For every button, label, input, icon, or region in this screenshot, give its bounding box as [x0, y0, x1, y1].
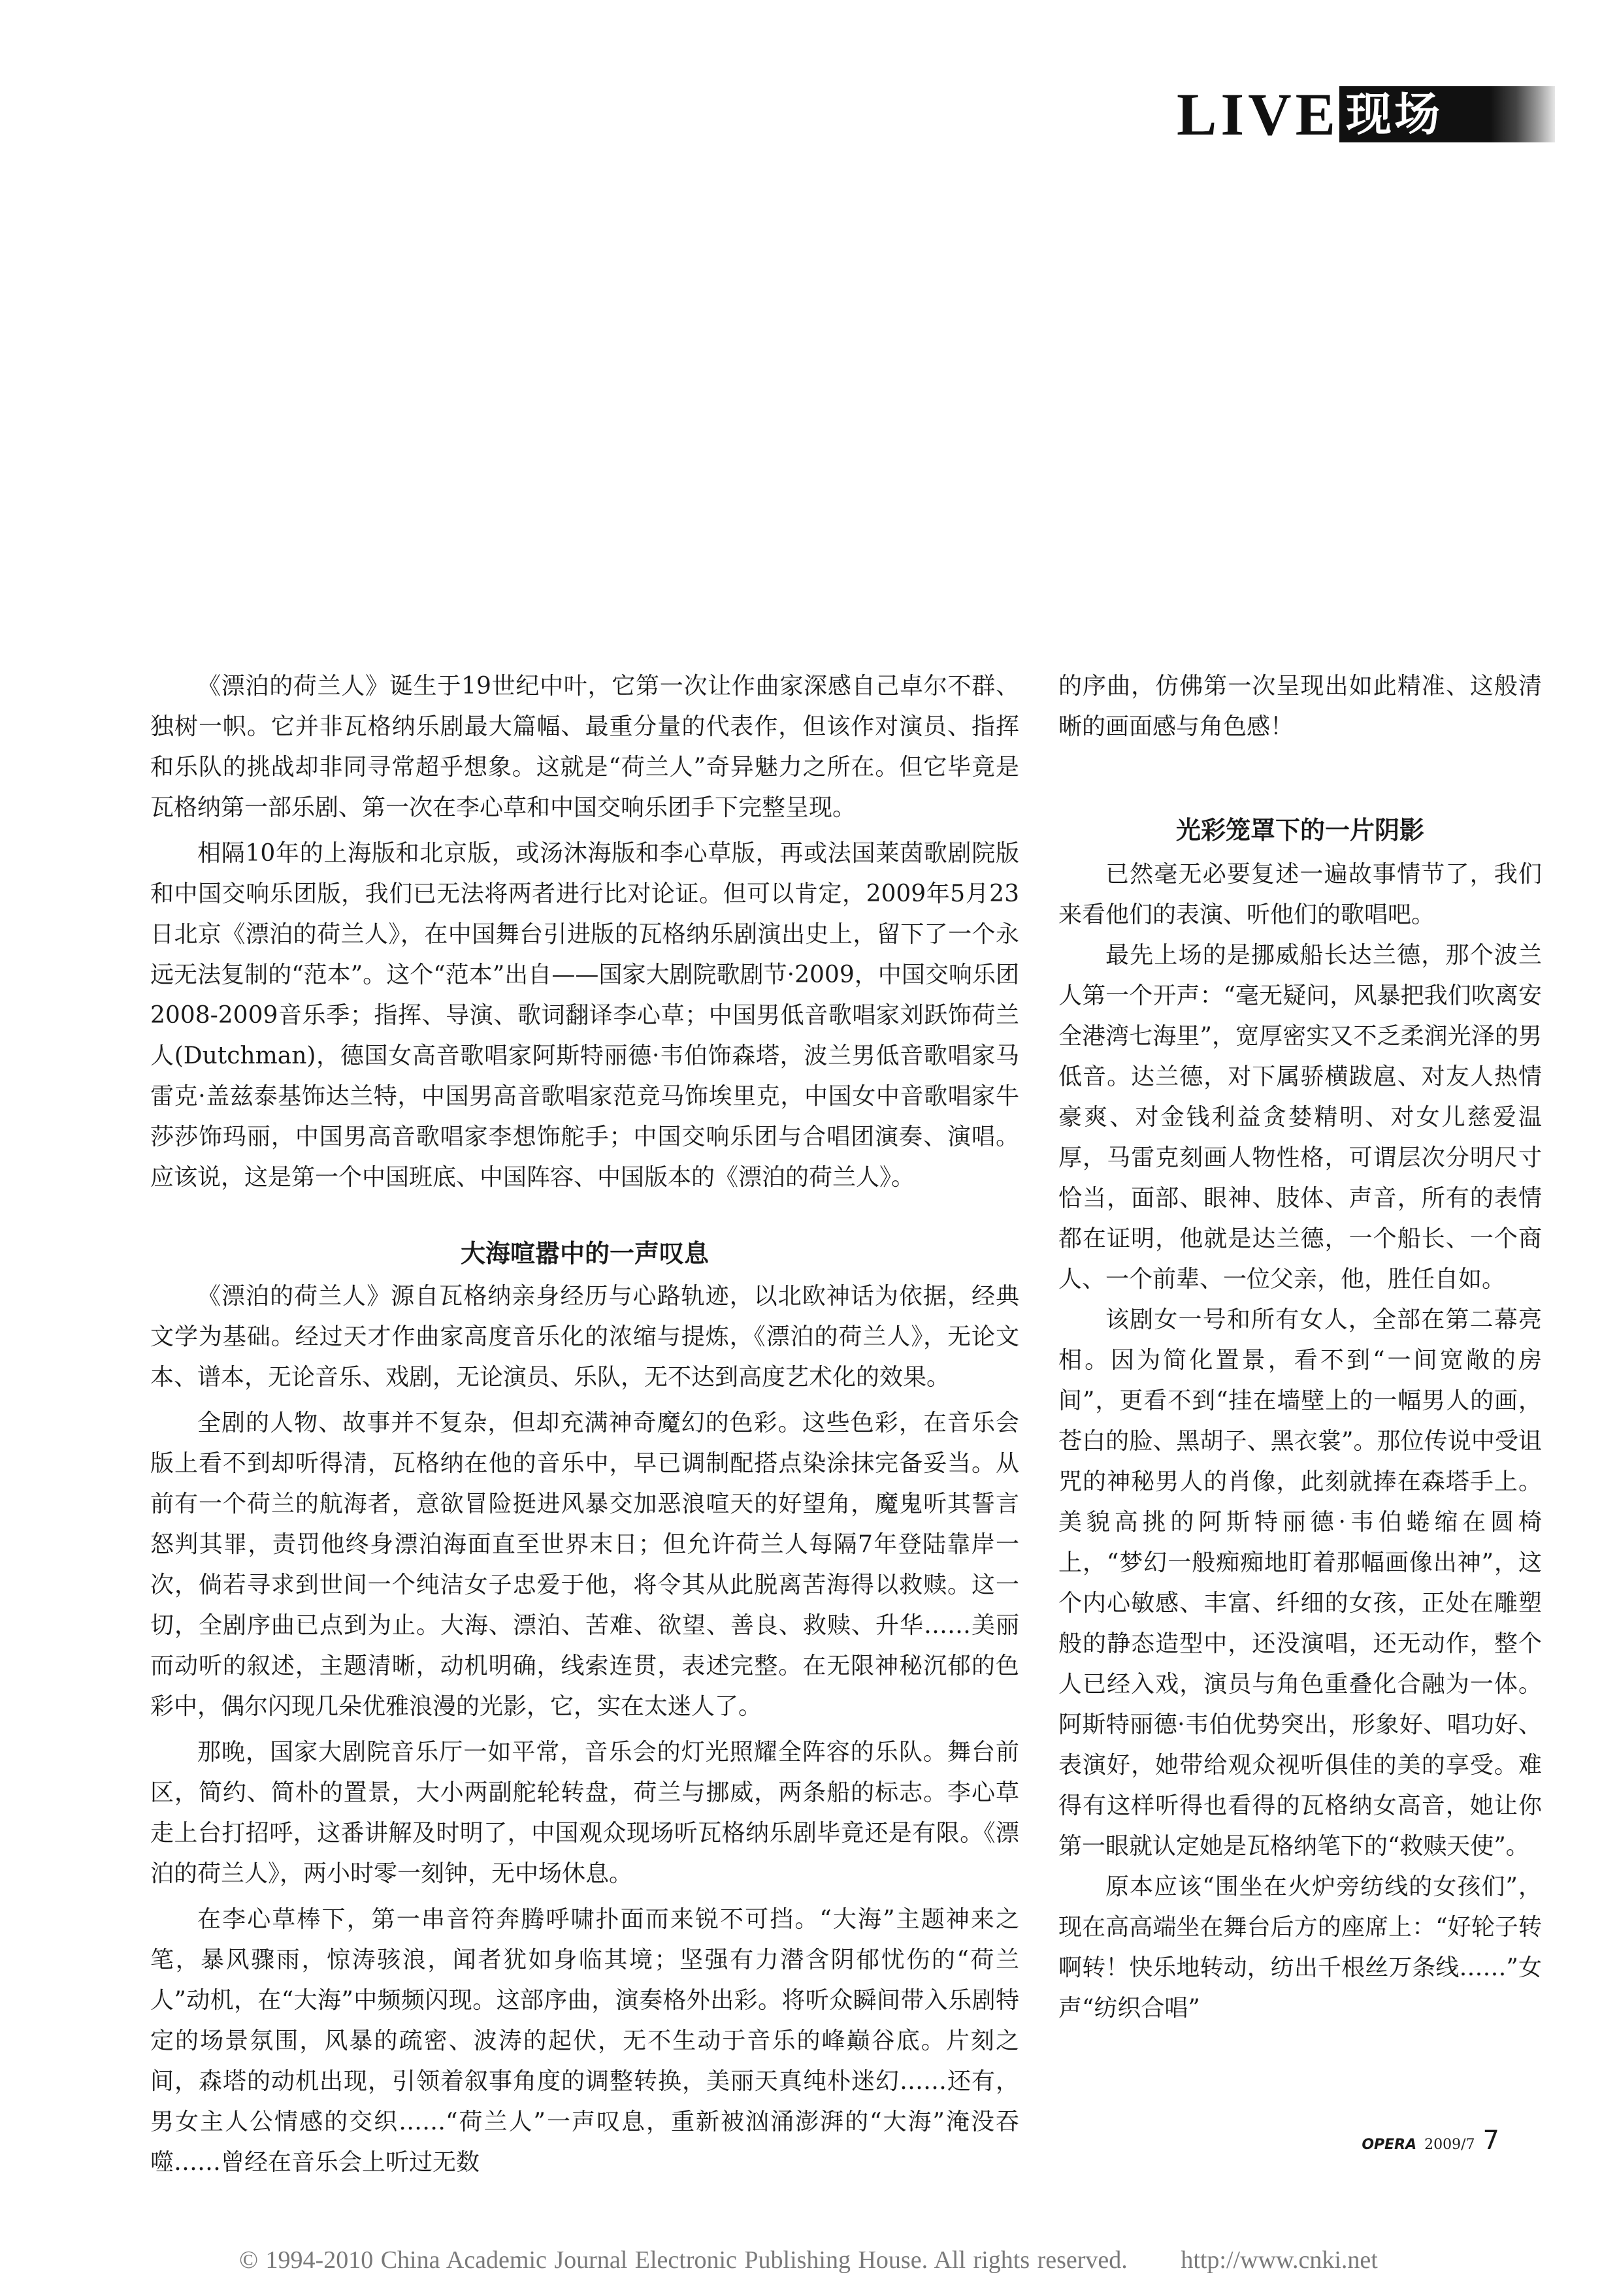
magazine-name: OPERA — [1362, 2137, 1417, 2153]
paragraph: 已然毫无必要复述一遍故事情节了，我们来看他们的表演、听他们的歌唱吧。 — [1058, 861, 1542, 928]
paragraph: 在李心草棒下，第一串音符奔腾呼啸扑面而来锐不可挡。“大海”主题神来之笔，暴风骤雨，惊涛骇浪，闻者犹如身临其境；坚强有力潜含阴郁忧伤的“荷兰人”动机，在“大海”中频频闪现。这部序曲，演奏格外出彩。将听众瞬间带入乐剧特定的场景氛围，风暴的疏密、波涛的起伏，无不生动于音乐的峰巅谷底。片刻之间，森塔的动机出现，引领着叙事角度的调整转换，美丽天真纯朴迷幻……还有，男女主人公情感的交织……“荷兰人”一声叹息，重新被汹涌澎湃的“大海”淹没吞噬……曾经在音乐会上听过无数 — [150, 1906, 1019, 2176]
paragraph: 原本应该“围坐在火炉旁纺线的女孩们”，现在高高端坐在舞台后方的座席上：“好轮子转啊转！快乐地转动，纺出千根丝万条线……”女声“纺织合唱” — [1058, 1873, 1542, 2022]
left-column — [150, 666, 1019, 2188]
section-heading: 大海喧嚣中的一声叹息 — [460, 1239, 709, 1268]
copyright-url: http://www.cnki.net — [1181, 2246, 1378, 2274]
copyright-text: © 1994-2010 China Academic Journal Electronic Publishing House. All rights reserved. — [239, 2246, 1128, 2274]
paragraph: 的序曲，仿佛第一次呈现出如此精准、这般清晰的画面感与角色感！ — [1058, 673, 1542, 740]
issue-number: 2009/7 — [1424, 2137, 1475, 2153]
right-column — [1058, 666, 1542, 2029]
masthead-section: 现场 — [1346, 88, 1443, 141]
paragraph: 《漂泊的荷兰人》诞生于19世纪中叶，它第一次让作曲家深感自己卓尔不群、独树一帜。它并非瓦格纳乐剧最大篇幅、最重分量的代表作，但该作对演员、指挥和乐队的挑战却非同寻常超乎想象。这就是“荷兰人”奇异魅力之所在。但它毕竟是瓦格纳第一部乐剧、第一次在李心草和中国交响乐团手下完整呈现。 — [150, 673, 1019, 821]
paragraph: 全剧的人物、故事并不复杂，但却充满神奇魔幻的色彩。这些色彩，在音乐会版上看不到却听得清，瓦格纳在他的音乐中，早已调制配搭点染涂抹完备妥当。从前有一个荷兰的航海者，意欲冒险挺进风暴交加恶浪喧天的好望角，魔鬼听其誓言怒判其罪，责罚他终身漂泊海面直至世界末日；但允许荷兰人每隔7年登陆靠岸一次，倘若寻求到世间一个纯洁女子忠爱于他，将令其从此脱离苦海得以救赎。这一切，全剧序曲已点到为止。大海、漂泊、苦难、欲望、善良、救赎、升华……美丽而动听的叙述，主题清晰，动机明确，线索连贯，表述完整。在无限神秘沉郁的色彩中，偶尔闪现几朵优雅浪漫的光影，它，实在太迷人了。 — [150, 1410, 1019, 1720]
page-number: 7 — [1482, 2126, 1499, 2156]
paragraph: 该剧女一号和所有女人，全部在第二幕亮相。因为简化置景，看不到“一间宽敞的房间”，更看不到“挂在墙壁上的一幅男人的画，苍白的脸、黑胡子、黑衣裳”。那位传说中受诅咒的神秘男人的肖像，此刻就捧在森塔手上。美貌高挑的阿斯特丽德·韦伯蜷缩在圆椅上，“梦幻一般痴痴地盯着那幅画像出神”，这个内心敏感、丰富、纤细的女孩，正处在雕塑般的静态造型中，还没演唱，还无动作，整个人已经入戏，演员与角色重叠化合融为一体。阿斯特丽德·韦伯优势突出，形象好、唱功好、表演好，她带给观众视听俱佳的美的享受。难得有这样听得也看得的瓦格纳女高音，她让你第一眼就认定她是瓦格纳笔下的“救赎天使”。 — [1058, 1306, 1542, 1860]
masthead — [1058, 81, 1555, 148]
paragraph: 《漂泊的荷兰人》源自瓦格纳亲身经历与心路轨迹，以北欧神话为依据，经典文学为基础。经过天才作曲家高度音乐化的浓缩与提炼，《漂泊的荷兰人》，无论文本、谱本，无论音乐、戏剧，无论演员、乐队，无不达到高度艺术化的效果。 — [150, 1283, 1019, 1391]
section-heading: 光彩笼罩下的一片阴影 — [1175, 816, 1424, 845]
copyright-line — [0, 2246, 1617, 2274]
page-folio — [1362, 2124, 1499, 2161]
paragraph: 相隔10年的上海版和北京版，或汤沐海版和李心草版，再或法国莱茵歌剧院版和中国交响乐团版，我们已无法将两者进行比对论证。但可以肯定，2009年5月23日北京《漂泊的荷兰人》，在中国舞台引进版的瓦格纳乐剧演出史上，留下了一个永远无法复制的“范本”。这个“范本”出自——国家大剧院歌剧节·2009，中国交响乐团2008-2009音乐季；指挥、导演、歌词翻译李心草；中国男低音歌唱家刘跃饰荷兰人(Dutchman)，德国女高音歌唱家阿斯特丽德·韦伯饰森塔，波兰男低音歌唱家马雷克·盖兹泰基饰达兰特，中国男高音歌唱家范竞马饰埃里克，中国女中音歌唱家牛莎莎饰玛丽，中国男高音歌唱家李想饰舵手；中国交响乐团与合唱团演奏、演唱。应该说，这是第一个中国班底、中国阵容、中国版本的《漂泊的荷兰人》。 — [150, 840, 1019, 1191]
masthead-section-block — [1339, 86, 1555, 142]
paragraph: 最先上场的是挪威船长达兰德，那个波兰人第一个开声：“毫无疑问，风暴把我们吹离安全港湾七海里”，宽厚密实又不乏柔润光泽的男低音。达兰德，对下属骄横跋扈、对友人热情豪爽、对金钱利益贪婪精明、对女儿慈爱温厚，马雷克刻画人物性格，可谓层次分明尺寸恰当，面部、眼神、肢体、声音，所有的表情都在证明，他就是达兰德，一个船长、一个商人、一个前辈、一位父亲，他，胜任自如。 — [1058, 942, 1542, 1293]
masthead-live: LIVE — [1177, 81, 1339, 148]
paragraph: 那晚，国家大剧院音乐厅一如平常，音乐会的灯光照耀全阵容的乐队。舞台前区，简约、简朴的置景，大小两副舵轮转盘，荷兰与挪威，两条船的标志。李心草走上台打招呼，这番讲解及时明了，中国观众现场听瓦格纳乐剧毕竟还是有限。《漂泊的荷兰人》，两小时零一刻钟，无中场休息。 — [150, 1739, 1019, 1887]
